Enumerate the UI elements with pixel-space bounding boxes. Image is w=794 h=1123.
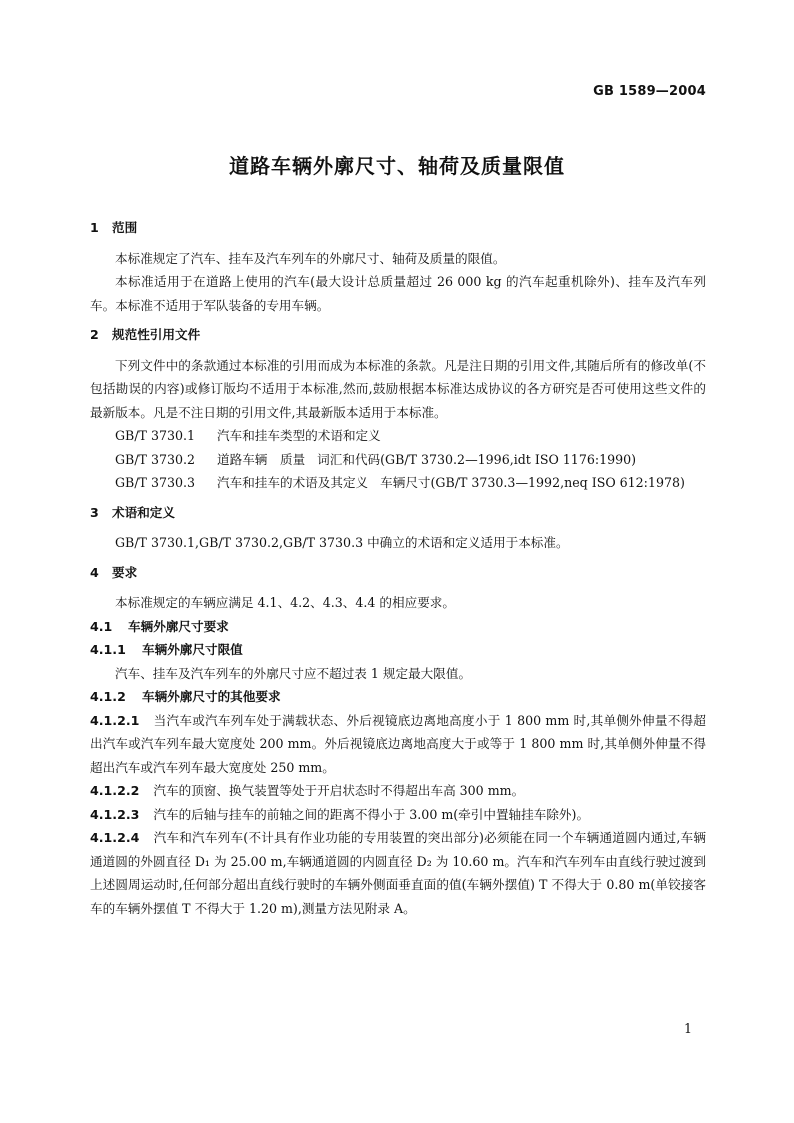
clause-number: 4.1.2.4: [90, 830, 140, 845]
subsection-title: 车辆外廓尺寸的其他要求: [142, 689, 281, 704]
clause: [90, 826, 706, 920]
section-title: 术语和定义: [112, 504, 175, 520]
paragraph: GB/T 3730.1,GB/T 3730.2,GB/T 3730.3 中确立的术语和定义适用于本标准。: [115, 535, 569, 550]
section-heading-references: [90, 323, 706, 347]
reference-title: 汽车和挂车类型的术语和定义: [217, 428, 381, 443]
section-number: 2: [90, 327, 99, 342]
clause-text: 汽车的顶窗、换气装置等处于开启状态时不得超出车高 300 mm。: [153, 783, 525, 798]
paragraph: 汽车、挂车及汽车列车的外廓尺寸应不超过表 1 规定最大限值。: [115, 665, 472, 681]
document-body: [90, 216, 706, 920]
section-number: 1: [90, 220, 99, 235]
reference-code: GB/T 3730.1: [115, 428, 196, 443]
reference-code: GB/T 3730.3: [115, 475, 196, 490]
clause-number: 4.1.2.1: [90, 712, 140, 728]
section-title: 要求: [112, 564, 138, 580]
paragraph: 本标准规定的车辆应满足 4.1、4.2、4.3、4.4 的相应要求。: [115, 595, 455, 610]
section-heading-requirements: [90, 561, 706, 585]
section-number: 3: [90, 504, 99, 520]
reference-item: [90, 471, 706, 495]
reference-title-part2: 词汇和代码(GB/T 3730.2—1996,idt ISO 1176:1990): [317, 451, 637, 467]
reference-code: GB/T 3730.2: [115, 451, 196, 467]
subsection-number: 4.1.1: [90, 642, 126, 657]
subsection-heading: [90, 685, 706, 709]
clause-number: 4.1.2.3: [90, 806, 140, 822]
reference-item: [90, 448, 706, 472]
subsection-number: 4.1: [90, 618, 113, 634]
clause-text: 汽车和汽车列车(不计具有作业功能的专用装置的突出部分)必须能在同一个车辆通道圆内通过,车辆通道圆的外圆直径 D₁ 为 25.00 m,车辆通道圆的内圆直径 D₂ 为 10.60 m。汽车和汽车列车由直线行驶过渡到上述圆周运动时,任何部分超出直线行驶时的车辆外侧面垂直面的值(车辆外摆值) T 不得大于 0.80 m(单铰接客车的车辆外摆值 T 不得大于 1.20 m),测量方法见附录 A。: [90, 830, 706, 916]
clause-number: 4.1.2.2: [90, 783, 140, 798]
reference-title: 道路车辆 质量: [217, 451, 306, 467]
paragraph: 本标准规定了汽车、挂车及汽车列车的外廓尺寸、轴荷及质量的限值。: [115, 250, 506, 266]
subsection-heading: [90, 615, 706, 639]
reference-title-part2: 车辆尺寸(GB/T 3730.3—1992,neq ISO 612:1978): [380, 475, 685, 490]
paragraph: 本标准适用于在道路上使用的汽车(最大设计总质量超过 26 000 kg 的汽车起重机除外)、挂车及汽车列车。本标准不适用于军队装备的专用车辆。: [90, 274, 706, 313]
subsection-title: 车辆外廓尺寸要求: [128, 618, 229, 634]
paragraph: 下列文件中的条款通过本标准的引用而成为本标准的条款。凡是注日期的引用文件,其随后所有的修改单(不包括勘误的内容)或修订版均不适用于本标准,然而,鼓励根据本标准达成协议的各方研究是否可使用这些文件的最新版本。凡是不注日期的引用文件,其最新版本适用于本标准。: [90, 357, 706, 420]
section-title: 规范性引用文件: [112, 327, 201, 342]
section-number: 4: [90, 564, 99, 580]
subsection-title: 车辆外廓尺寸限值: [142, 642, 243, 657]
standard-code: GB 1589—2004: [593, 84, 706, 99]
document-title: 道路车辆外廓尺寸、轴荷及质量限值: [229, 154, 565, 178]
reference-title: 汽车和挂车的术语及其定义: [217, 475, 369, 490]
section-heading-scope: [90, 216, 706, 240]
page-number: 1: [683, 1021, 692, 1036]
subsection-number: 4.1.2: [90, 689, 126, 704]
subsection-heading: [90, 638, 706, 662]
clause: [90, 709, 706, 780]
clause: [90, 779, 706, 803]
clause: [90, 803, 706, 827]
section-title: 范围: [112, 220, 138, 235]
section-heading-terms: [90, 501, 706, 525]
reference-item: [90, 424, 706, 448]
clause-text: 汽车的后轴与挂车的前轴之间的距离不得小于 3.00 m(牵引中置轴挂车除外)。: [153, 806, 590, 822]
clause-text: 当汽车或汽车列车处于满载状态、外后视镜底边离地高度小于 1 800 mm 时,其单侧外伸量不得超出汽车或汽车列车最大宽度处 200 mm。外后视镜底边离地高度大于或等于 1 800 mm 时,其单侧外伸量不得超出汽车或汽车列车最大宽度处 250 mm。: [90, 712, 706, 775]
